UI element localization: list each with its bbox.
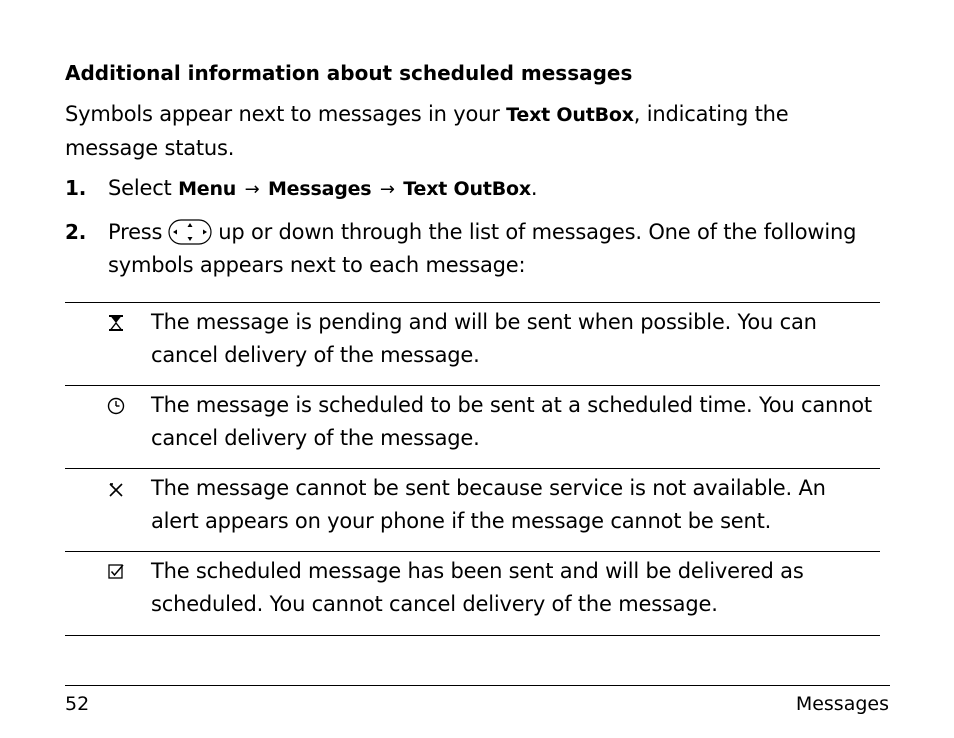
- outbox-label: Text OutBox: [403, 178, 531, 200]
- section-heading: Additional information about scheduled messages: [65, 61, 633, 85]
- step-body: [108, 172, 895, 206]
- table-divider: [65, 302, 880, 303]
- x-mark-icon: [106, 480, 126, 500]
- clock-icon: [106, 396, 126, 416]
- arrow-icon: →: [379, 179, 395, 200]
- hourglass-icon: [106, 313, 126, 333]
- section-name: Messages: [795, 693, 889, 715]
- table-divider: [65, 551, 880, 552]
- intro-text-after: , indicating the message status.: [65, 102, 789, 160]
- checkbox-check-icon: [106, 562, 126, 582]
- menu-label: Menu: [178, 178, 237, 200]
- status-row-text: The message is scheduled to be sent at a scheduled time. You cannot cancel delivery of the message.: [151, 393, 872, 450]
- status-row-text: The scheduled message has been sent and will be delivered as scheduled. You cannot cancel delivery of the message.: [151, 559, 804, 616]
- intro-text-outbox: Text OutBox: [506, 104, 634, 126]
- step-text: Press: [108, 220, 163, 244]
- intro-paragraph: [65, 98, 865, 165]
- step-number: 1.: [65, 176, 87, 200]
- status-row-text: The message cannot be sent because service is not available. An alert appears on your phone if the message cannot be sent.: [151, 476, 826, 533]
- arrow-icon: →: [244, 179, 260, 200]
- step-2: [65, 216, 895, 282]
- intro-text-before: Symbols appear next to messages in your: [65, 102, 507, 126]
- step-text-suffix: .: [530, 176, 538, 200]
- status-row-text: The message is pending and will be sent when possible. You can cancel delivery of the message.: [151, 310, 817, 367]
- messages-label: Messages: [267, 178, 372, 200]
- table-divider: [65, 385, 880, 386]
- navigation-key-icon: [168, 219, 212, 245]
- step-1: [65, 172, 895, 206]
- table-divider: [65, 468, 880, 469]
- page-number: 52: [65, 693, 90, 715]
- step-text: Select: [108, 176, 179, 200]
- table-divider: [65, 635, 880, 636]
- step-text: up or down through the list of messages. One of the following symbols appears next to each message:: [108, 220, 857, 277]
- step-body: [108, 216, 895, 282]
- step-number: 2.: [65, 220, 87, 244]
- footer-divider: [65, 685, 890, 686]
